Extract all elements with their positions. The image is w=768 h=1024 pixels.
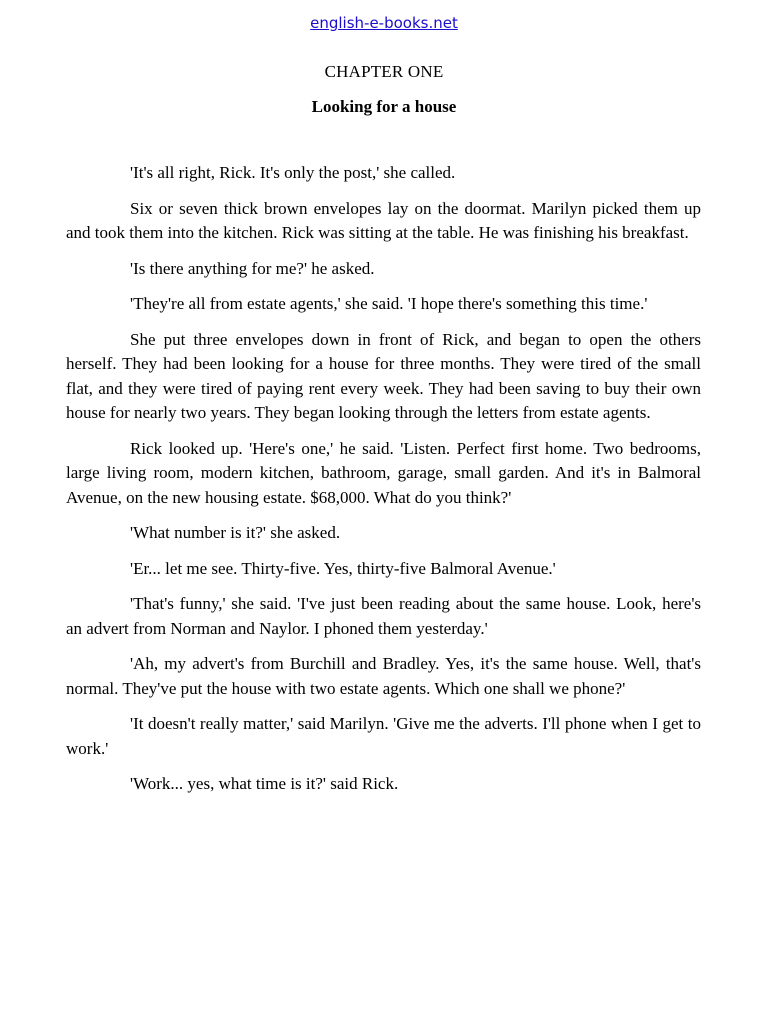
paragraph: 'Work... yes, what time is it?' said Rick. xyxy=(130,774,399,793)
paragraph: 'That's funny,' she said. 'I've just been reading about the same house. Look, here's an advert from Norman and Naylor. I phoned them yesterday.' xyxy=(66,594,701,638)
chapter-body xyxy=(66,161,701,808)
paragraph: 'They're all from estate agents,' she said. 'I hope there's something this time.' xyxy=(130,294,648,313)
paragraph: Rick looked up. 'Here's one,' he said. 'Listen. Perfect first home. Two bedrooms, large living room, modern kitchen, bathroom, garage, small garden. And it's in Balmoral Avenue, on the new housing estate. $68,000. What do you think?' xyxy=(66,438,701,507)
paragraph: 'Er... let me see. Thirty-five. Yes, thirty-five Balmoral Avenue.' xyxy=(130,558,556,578)
paragraph: 'What number is it?' she asked. xyxy=(130,523,341,542)
chapter-heading: CHAPTER ONE xyxy=(324,62,444,81)
paragraph: 'Is there anything for me?' he asked. xyxy=(130,258,375,278)
paragraph: Six or seven thick brown envelopes lay on the doormat. Marilyn picked them up and took them into the kitchen. Rick was sitting at the table. He was finishing his breakfast. xyxy=(66,198,701,242)
site-link[interactable]: english-e-books.net xyxy=(310,14,458,32)
paragraph: 'Ah, my advert's from Burchill and Bradley. Yes, it's the same house. Well, that's normal. They've put the house with two estate agents. Which one shall we phone?' xyxy=(66,654,701,698)
chapter-title: Looking for a house xyxy=(311,97,457,116)
paragraph: 'It doesn't really matter,' said Marilyn. 'Give me the adverts. I'll phone when I get to work.' xyxy=(66,714,701,758)
paragraph: She put three envelopes down in front of Rick, and began to open the others herself. They had been looking for a house for three months. They were tired of the small flat, and they were tired of paying rent every week. They had been saving to buy their own house for nearly two years. They began looking through the letters from estate agents. xyxy=(66,329,701,422)
paragraph: 'It's all right, Rick. It's only the post,' she called. xyxy=(130,163,456,182)
